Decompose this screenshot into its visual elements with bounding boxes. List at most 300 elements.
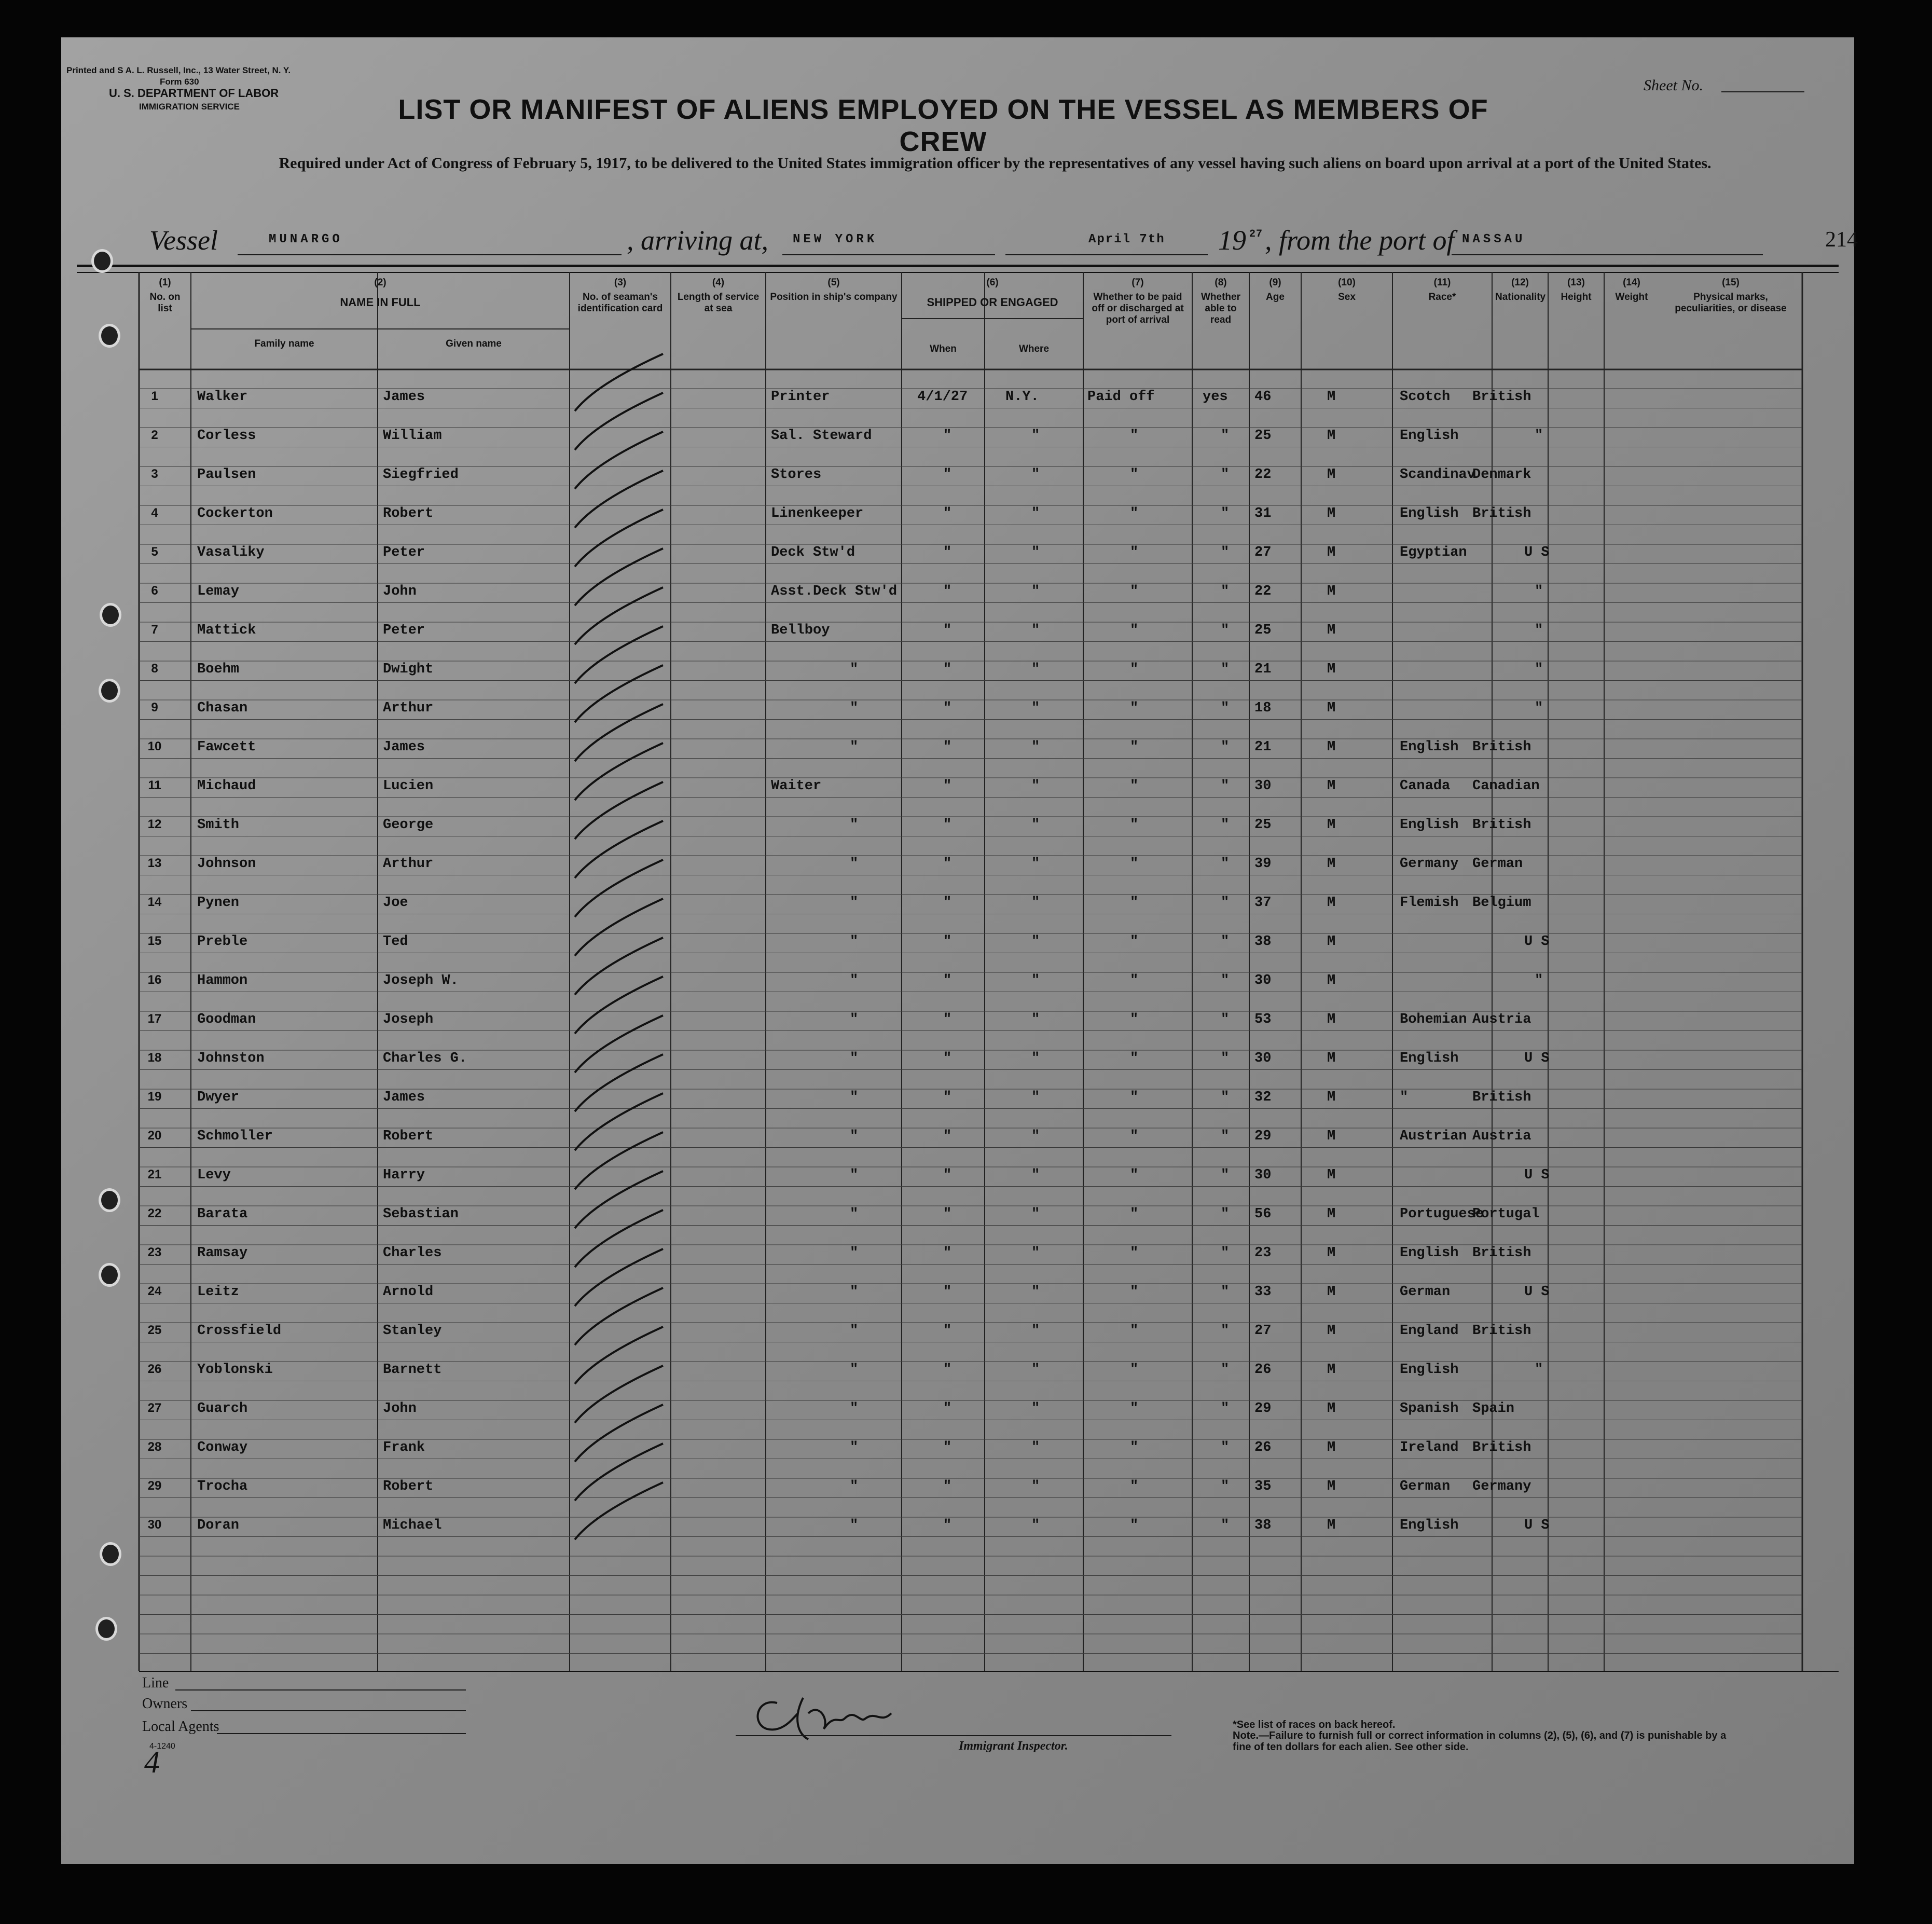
row-age: 30 <box>1254 1167 1272 1183</box>
check-mark <box>575 1288 663 1345</box>
line-underline <box>175 1689 466 1691</box>
check-mark <box>575 1015 663 1073</box>
row-where: " <box>1031 1518 1040 1533</box>
check-mark <box>575 860 663 917</box>
form-code: 4-1240 <box>149 1742 175 1751</box>
row-given: Barnett <box>383 1362 442 1378</box>
column-label-8: Whether able to read <box>1201 292 1240 325</box>
row-position: " <box>850 1129 859 1144</box>
punch-hole <box>99 1263 120 1287</box>
row-n: 5 <box>151 545 158 559</box>
check-mark <box>575 977 663 1034</box>
row-given: Arthur <box>383 700 434 716</box>
row-position: " <box>850 1051 859 1066</box>
row-age: 27 <box>1254 1323 1272 1339</box>
row-paid: " <box>1130 934 1139 950</box>
line-label: Line <box>142 1675 169 1691</box>
row-nat: " <box>1535 428 1543 444</box>
row-nat: " <box>1535 584 1543 599</box>
check-mark <box>575 821 663 878</box>
column-label-5: Position in ship's company <box>770 292 898 303</box>
row-family: Cockerton <box>197 506 273 521</box>
punch-hole <box>99 1188 120 1212</box>
row-read: " <box>1221 1518 1230 1533</box>
row-given: Joe <box>383 895 408 911</box>
column-number-7: (7) <box>1131 277 1144 288</box>
check-mark <box>575 938 663 995</box>
row-position: " <box>850 1518 859 1533</box>
manifest-sheet <box>61 37 1858 1864</box>
row-n: 13 <box>147 856 162 870</box>
row-given: Joseph W. <box>383 973 459 988</box>
row-when: " <box>943 623 952 638</box>
row-family: Fawcett <box>197 739 256 755</box>
races-note: *See list of races on back hereof. <box>1233 1719 1396 1730</box>
row-when: " <box>943 1323 952 1339</box>
row-n: 21 <box>147 1167 162 1181</box>
row-where: " <box>1031 934 1040 950</box>
row-when: " <box>943 506 952 521</box>
row-nat: " <box>1535 1362 1543 1378</box>
row-paid: " <box>1130 1051 1139 1066</box>
row-position: Asst.Deck Stw'd <box>771 584 898 599</box>
row-read: yes <box>1203 389 1228 405</box>
row-when: " <box>943 1440 952 1455</box>
row-family: Chasan <box>197 700 248 716</box>
row-position: " <box>850 700 859 716</box>
row-read: " <box>1221 1440 1230 1455</box>
row-given: Arnold <box>383 1284 434 1300</box>
row-family: Schmoller <box>197 1129 273 1144</box>
row-where: " <box>1031 1245 1040 1261</box>
row-position: Linenkeeper <box>771 506 864 521</box>
row-family: Goodman <box>197 1012 256 1027</box>
row-n: 17 <box>147 1012 162 1026</box>
row-age: 21 <box>1254 662 1272 677</box>
row-paid: " <box>1130 467 1139 483</box>
row-read: " <box>1221 623 1230 638</box>
row-family: Smith <box>197 817 240 833</box>
row-read: " <box>1221 1479 1230 1494</box>
row-where: " <box>1031 623 1040 638</box>
table-grid <box>61 37 1854 1864</box>
row-read: " <box>1221 895 1230 911</box>
row-read: " <box>1221 467 1230 483</box>
column-number-14: (14) <box>1623 277 1640 288</box>
row-family: Trocha <box>197 1479 248 1494</box>
row-where: " <box>1031 428 1040 444</box>
row-position: " <box>850 1206 859 1222</box>
row-nat: " <box>1535 700 1543 716</box>
row-n: 8 <box>151 662 158 676</box>
row-sex: M <box>1327 1479 1336 1494</box>
sheet-number-label: Sheet No. <box>1644 77 1703 94</box>
row-given: Dwight <box>383 662 434 677</box>
column-label-10: Sex <box>1338 292 1356 303</box>
row-nat: U S <box>1524 1051 1550 1066</box>
check-mark <box>575 1093 663 1150</box>
row-sex: M <box>1327 1206 1336 1222</box>
row-sex: M <box>1327 1362 1336 1378</box>
service-name: IMMIGRATION SERVICE <box>139 102 240 112</box>
vessel-label: Vessel <box>149 225 218 256</box>
check-mark <box>575 782 663 839</box>
row-given: James <box>383 1090 425 1105</box>
row-family: Hammon <box>197 973 248 988</box>
row-n: 22 <box>147 1206 162 1220</box>
row-when: " <box>943 1051 952 1066</box>
row-race: Germany <box>1400 856 1459 872</box>
column-given-name: Given name <box>446 338 502 349</box>
row-family: Walker <box>197 389 248 405</box>
column-number-10: (10) <box>1338 277 1356 288</box>
row-family: Preble <box>197 934 248 950</box>
column-label-3: No. of seaman's identification card <box>577 292 663 314</box>
row-race: England <box>1400 1323 1459 1339</box>
page-title: LIST OR MANIFEST OF ALIENS EMPLOYED ON THE VESSEL AS MEMBERS OF CREW <box>398 94 1488 157</box>
row-n: 26 <box>147 1362 162 1376</box>
row-read: " <box>1221 1167 1230 1183</box>
row-when: " <box>943 973 952 988</box>
row-read: " <box>1221 506 1230 521</box>
row-family: Paulsen <box>197 467 256 483</box>
row-where: " <box>1031 506 1040 521</box>
year-suffix: 27 <box>1249 228 1263 240</box>
row-where: " <box>1031 1440 1040 1455</box>
row-given: Harry <box>383 1167 425 1183</box>
row-paid: " <box>1130 1518 1139 1533</box>
row-when: " <box>943 1284 952 1300</box>
row-race: English <box>1400 739 1459 755</box>
row-paid: " <box>1130 817 1139 833</box>
punch-hole <box>95 1617 117 1641</box>
row-nat: " <box>1535 623 1543 638</box>
inspector-underline <box>736 1735 1171 1736</box>
row-when: " <box>943 1479 952 1494</box>
row-given: Arthur <box>383 856 434 872</box>
row-read: " <box>1221 1323 1230 1339</box>
row-sex: M <box>1327 545 1336 560</box>
penalty-note: Note.—Failure to furnish full or correct information in columns (2), (5), (6), and (7) is punishable by a fine of ten dollars for each alien. See other side. <box>1233 1730 1727 1753</box>
row-paid: " <box>1130 1090 1139 1105</box>
row-nat: British <box>1472 1323 1531 1339</box>
row-sex: M <box>1327 856 1336 872</box>
row-age: 25 <box>1254 428 1272 444</box>
row-family: Johnston <box>197 1051 265 1066</box>
row-when: " <box>943 467 952 483</box>
row-position: " <box>850 1167 859 1183</box>
owners-underline <box>191 1710 466 1711</box>
row-family: Levy <box>197 1167 231 1183</box>
row-when: " <box>943 895 952 911</box>
row-where: " <box>1031 1323 1040 1339</box>
row-n: 20 <box>147 1129 162 1143</box>
column-number-11: (11) <box>1433 277 1451 288</box>
row-paid: " <box>1130 1012 1139 1027</box>
column-number-8: (8) <box>1215 277 1227 288</box>
row-sex: M <box>1327 662 1336 677</box>
row-paid: " <box>1130 1245 1139 1261</box>
row-sex: M <box>1327 817 1336 833</box>
row-when: " <box>943 700 952 716</box>
row-age: 22 <box>1254 584 1272 599</box>
row-age: 53 <box>1254 1012 1272 1027</box>
row-where: N.Y. <box>1005 389 1039 405</box>
row-age: 33 <box>1254 1284 1272 1300</box>
row-when: " <box>943 662 952 677</box>
column-number-6: (6) <box>986 277 999 288</box>
row-family: Guarch <box>197 1401 248 1417</box>
row-given: Stanley <box>383 1323 442 1339</box>
row-n: 25 <box>147 1323 162 1337</box>
row-paid: " <box>1130 1129 1139 1144</box>
row-when: " <box>943 739 952 755</box>
row-where: " <box>1031 739 1040 755</box>
row-n: 12 <box>147 817 162 831</box>
column-where: Where <box>1018 343 1050 354</box>
row-race: English <box>1400 1362 1459 1378</box>
page-number: 214 <box>1825 228 1858 252</box>
row-age: 25 <box>1254 623 1272 638</box>
row-position: " <box>850 973 859 988</box>
row-nat: British <box>1472 1245 1531 1261</box>
arrival-date: April 7th <box>1088 232 1165 246</box>
row-given: George <box>383 817 434 833</box>
column-label-4: Length of service at sea <box>677 292 760 314</box>
row-given: Robert <box>383 1129 434 1144</box>
check-mark <box>575 665 663 722</box>
row-sex: M <box>1327 1440 1336 1455</box>
row-paid: " <box>1130 1284 1139 1300</box>
row-position: " <box>850 662 859 677</box>
row-position: " <box>850 817 859 833</box>
row-sex: M <box>1327 934 1336 950</box>
row-nat: U S <box>1524 1284 1550 1300</box>
row-family: Conway <box>197 1440 248 1455</box>
column-number-15: (15) <box>1722 277 1740 288</box>
row-nat: " <box>1535 662 1543 677</box>
row-where: " <box>1031 856 1040 872</box>
from-port: NASSAU <box>1462 232 1526 246</box>
row-when: " <box>943 1129 952 1144</box>
column-number-2: (2) <box>374 277 387 288</box>
row-age: 38 <box>1254 1518 1272 1533</box>
check-mark <box>575 432 663 489</box>
row-when: " <box>943 934 952 950</box>
row-given: John <box>383 1401 417 1417</box>
row-when: " <box>943 817 952 833</box>
row-paid: " <box>1130 1440 1139 1455</box>
row-given: Charles G. <box>383 1051 467 1066</box>
row-sex: M <box>1327 1323 1336 1339</box>
row-read: " <box>1221 1401 1230 1417</box>
row-family: Boehm <box>197 662 240 677</box>
column-label-7: Whether to be paid off or discharged at port of arrival <box>1092 292 1184 325</box>
column-number-4: (4) <box>712 277 725 288</box>
row-position: " <box>850 1479 859 1494</box>
row-age: 21 <box>1254 739 1272 755</box>
row-where: " <box>1031 1479 1040 1494</box>
row-age: 46 <box>1254 389 1272 405</box>
row-position: " <box>850 856 859 872</box>
row-family: Yoblonski <box>197 1362 273 1378</box>
footer-rule <box>139 1671 1839 1672</box>
check-mark <box>575 1171 663 1228</box>
row-when: " <box>943 1518 952 1533</box>
row-given: Robert <box>383 1479 434 1494</box>
row-family: Pynen <box>197 895 240 911</box>
column-number-13: (13) <box>1567 277 1585 288</box>
row-age: 30 <box>1254 778 1272 794</box>
check-mark <box>575 1444 663 1501</box>
row-paid: " <box>1130 1362 1139 1378</box>
row-nat: U S <box>1524 545 1550 560</box>
row-given: Peter <box>383 623 425 638</box>
row-family: Doran <box>197 1518 240 1533</box>
arriving-port: NEW YORK <box>793 232 878 246</box>
column-number-3: (3) <box>614 277 627 288</box>
row-paid: " <box>1130 1167 1139 1183</box>
row-nat: Austria <box>1472 1012 1531 1027</box>
row-where: " <box>1031 545 1040 560</box>
row-n: 9 <box>151 700 158 714</box>
row-position: Bellboy <box>771 623 830 638</box>
punch-hole <box>100 603 121 627</box>
row-paid: " <box>1130 778 1139 794</box>
row-race: Austrian <box>1400 1129 1467 1144</box>
check-mark <box>575 1210 663 1267</box>
row-age: 30 <box>1254 1051 1272 1066</box>
row-nat: U S <box>1524 934 1550 950</box>
row-race: Spanish <box>1400 1401 1459 1417</box>
row-race: English <box>1400 428 1459 444</box>
row-age: 29 <box>1254 1401 1272 1417</box>
row-n: 2 <box>151 428 158 442</box>
row-family: Ramsay <box>197 1245 248 1261</box>
column-label-2: NAME IN FULL <box>340 296 421 309</box>
row-where: " <box>1031 1284 1040 1300</box>
row-paid: " <box>1130 1401 1139 1417</box>
check-mark <box>575 1327 663 1384</box>
row-when: " <box>943 856 952 872</box>
row-read: " <box>1221 1012 1230 1027</box>
row-where: " <box>1031 973 1040 988</box>
arriving-label: , arriving at, <box>627 225 769 256</box>
row-n: 3 <box>151 467 158 481</box>
check-mark <box>575 393 663 450</box>
row-given: Charles <box>383 1245 442 1261</box>
row-paid: " <box>1130 545 1139 560</box>
row-paid: " <box>1130 662 1139 677</box>
row-race: English <box>1400 506 1459 521</box>
check-mark <box>575 1482 663 1540</box>
row-read: " <box>1221 1284 1230 1300</box>
row-race: Ireland <box>1400 1440 1459 1455</box>
row-given: Frank <box>383 1440 425 1455</box>
row-family: Lemay <box>197 584 240 599</box>
column-label-1: No. on list <box>149 292 181 314</box>
column-label-11: Race* <box>1428 292 1456 303</box>
check-mark <box>575 510 663 567</box>
row-n: 1 <box>151 389 158 403</box>
inspector-label: Immigrant Inspector. <box>959 1739 1068 1753</box>
row-family: Johnson <box>197 856 256 872</box>
check-mark <box>575 626 663 683</box>
row-nat: U S <box>1524 1518 1550 1533</box>
row-n: 28 <box>147 1440 162 1454</box>
row-n: 4 <box>151 506 158 520</box>
row-n: 14 <box>147 895 162 909</box>
row-sex: M <box>1327 428 1336 444</box>
row-position: " <box>850 739 859 755</box>
row-nat: British <box>1472 1090 1531 1105</box>
row-read: " <box>1221 1206 1230 1222</box>
row-age: 39 <box>1254 856 1272 872</box>
row-sex: M <box>1327 895 1336 911</box>
row-paid: " <box>1130 1479 1139 1494</box>
printer-line: Printed and S A. L. Russell, Inc., 13 Water Street, N. Y. <box>66 65 291 75</box>
row-age: 26 <box>1254 1440 1272 1455</box>
row-age: 25 <box>1254 817 1272 833</box>
row-race: Flemish <box>1400 895 1459 911</box>
column-when: When <box>930 343 957 354</box>
row-where: " <box>1031 1129 1040 1144</box>
punch-hole <box>99 324 120 348</box>
row-where: " <box>1031 778 1040 794</box>
row-race: English <box>1400 1051 1459 1066</box>
row-sex: M <box>1327 973 1336 988</box>
row-position: " <box>850 1401 859 1417</box>
row-position: Deck Stw'd <box>771 545 855 560</box>
row-sex: M <box>1327 1518 1336 1533</box>
row-given: Lucien <box>383 778 434 794</box>
row-sex: M <box>1327 700 1336 716</box>
form-number: Form 630 <box>160 77 199 87</box>
row-position: " <box>850 1284 859 1300</box>
row-nat: Germany <box>1472 1479 1531 1494</box>
row-age: 35 <box>1254 1479 1272 1494</box>
year-prefix: 19 <box>1218 225 1246 256</box>
row-nat: British <box>1472 1440 1531 1455</box>
row-where: " <box>1031 1090 1040 1105</box>
row-nat: British <box>1472 739 1531 755</box>
row-when: " <box>943 1245 952 1261</box>
column-label-15: Physical marks, peculiarities, or disease <box>1675 292 1787 314</box>
row-given: Joseph <box>383 1012 434 1027</box>
check-mark <box>575 471 663 528</box>
column-family-name: Family name <box>254 338 314 349</box>
column-number-5: (5) <box>827 277 840 288</box>
row-age: 23 <box>1254 1245 1272 1261</box>
row-n: 18 <box>147 1051 162 1065</box>
check-mark <box>575 587 663 644</box>
row-nat: Portugal <box>1472 1206 1540 1222</box>
column-number-12: (12) <box>1511 277 1529 288</box>
owners-label: Owners <box>142 1696 188 1712</box>
row-nat: " <box>1535 973 1543 988</box>
row-where: " <box>1031 700 1040 716</box>
check-mark <box>575 548 663 606</box>
row-family: Corless <box>197 428 256 444</box>
row-family: Dwyer <box>197 1090 240 1105</box>
check-mark <box>575 1366 663 1423</box>
row-nat: Canadian <box>1472 778 1540 794</box>
row-position: " <box>850 934 859 950</box>
row-paid: " <box>1130 739 1139 755</box>
punch-hole <box>91 249 113 273</box>
row-nat: Austria <box>1472 1129 1531 1144</box>
row-nat: U S <box>1524 1167 1550 1183</box>
